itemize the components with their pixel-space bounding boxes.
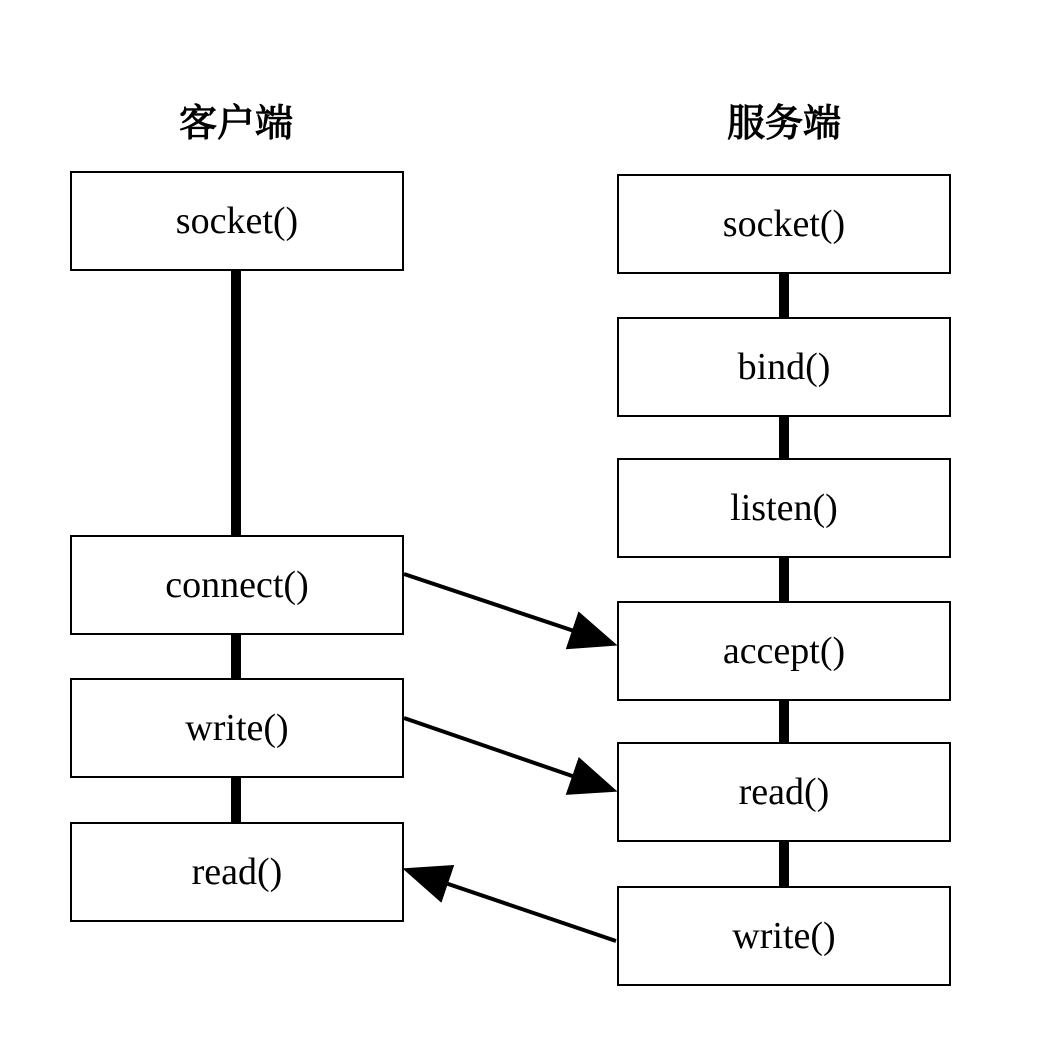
- client-connector-connect-write: [231, 633, 241, 680]
- node-server-accept[interactable]: accept(): [617, 601, 951, 701]
- server-column-title: 服务端: [726, 101, 841, 145]
- node-client-connect[interactable]: connect(): [70, 535, 404, 635]
- node-server-read[interactable]: read(): [617, 742, 951, 842]
- server-connector-socket-bind: [779, 272, 789, 319]
- server-connector-accept-read: [779, 699, 789, 744]
- node-server-listen[interactable]: listen(): [617, 458, 951, 558]
- server-connector-read-write: [779, 840, 789, 888]
- client-connector-write-read: [231, 776, 241, 824]
- client-connector-socket-connect: [231, 269, 241, 537]
- server-connector-listen-accept: [779, 556, 789, 603]
- node-client-socket[interactable]: socket(): [70, 171, 404, 271]
- node-server-bind[interactable]: bind(): [617, 317, 951, 417]
- arrow-connect-to-accept: [404, 574, 610, 643]
- node-server-socket[interactable]: socket(): [617, 174, 951, 274]
- node-client-write[interactable]: write(): [70, 678, 404, 778]
- node-server-write[interactable]: write(): [617, 886, 951, 986]
- node-client-read[interactable]: read(): [70, 822, 404, 922]
- client-column-title: 客户端: [178, 101, 293, 145]
- server-connector-bind-listen: [779, 415, 789, 460]
- arrow-write-to-read: [404, 718, 610, 789]
- arrow-server-write-to-client-read: [410, 871, 616, 941]
